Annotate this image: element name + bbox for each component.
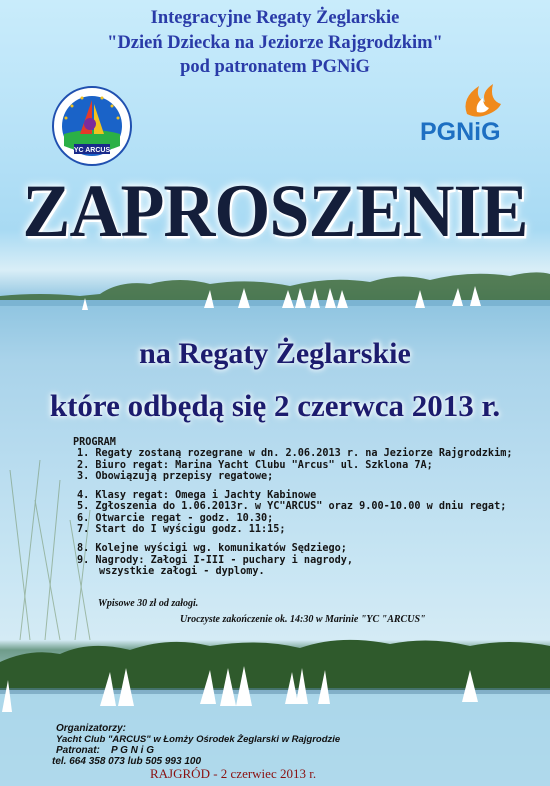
organizers-section — [52, 723, 341, 767]
organizers-heading: Organizatorzy: — [56, 723, 127, 734]
svg-text:YC ARCUS: YC ARCUS — [73, 147, 111, 154]
program-item: 1. Regaty zostaną rozegrane w dn. 2.06.2013 r. na Jeziorze Rajgrodzkim; — [77, 448, 513, 460]
program-section — [73, 437, 533, 577]
program-heading: PROGRAM — [73, 437, 116, 448]
program-item: 3. Obowiązują przepisy regatowe; — [77, 470, 274, 482]
program-item: 4. Klasy regat: Omega i Jachty Kabinowe — [77, 490, 317, 502]
program-item: 9. Nagrody: Załogi I-III - puchary i nagrody, — [77, 554, 354, 566]
closing-ceremony: Uroczyste zakończenie ok. 14:30 w Marinie "YC "ARCUS" — [180, 614, 426, 625]
yacht-club-logo-icon — [52, 86, 132, 166]
patronage-line: Patronat: P G N i G — [56, 745, 154, 756]
program-item: wszystkie załogi - dyplomy. — [99, 565, 265, 577]
program-item: 8. Kolejne wyścigi wg. komunikatów Sędziego; — [77, 543, 347, 555]
phone-line: tel. 664 358 073 lub 505 993 100 — [52, 756, 201, 767]
program-item: 2. Biuro regat: Marina Yacht Clubu "Arcus" ul. Szklona 7A; — [77, 459, 433, 471]
subtitle-regaty: na Regaty Żeglarskie — [139, 337, 411, 370]
program-item: 7. Start do I wyścigu godz. 11:15; — [77, 524, 286, 536]
subtitle-date: które odbędą się 2 czerwca 2013 r. — [49, 388, 501, 423]
footer-place-date: RAJGRÓD - 2 czerwiec 2013 r. — [150, 766, 317, 781]
entry-fee: Wpisowe 30 zł od załogi. — [98, 598, 199, 609]
pgnig-logo-text: PGNiG — [420, 118, 501, 146]
header-line-1: Integracyjne Regaty Żeglarskie — [150, 8, 400, 28]
header-line-3: pod patronatem PGNiG — [180, 57, 370, 77]
page-title: ZAPROSZENIE — [22, 168, 528, 253]
program-item: 5. Zgłoszenia do 1.06.2013r. w YC"ARCUS" oraz 9.00-10.00 w dniu regat; — [77, 501, 507, 513]
program-item: 6. Otwarcie regat - godz. 10.30; — [77, 512, 274, 524]
organizers-line: Yacht Club "ARCUS" w Łomży Ośrodek Żeglarski w Rajgrodzie — [56, 734, 341, 745]
header-line-2: "Dzień Dziecka na Jeziorze Rajgrodzkim" — [107, 33, 443, 53]
